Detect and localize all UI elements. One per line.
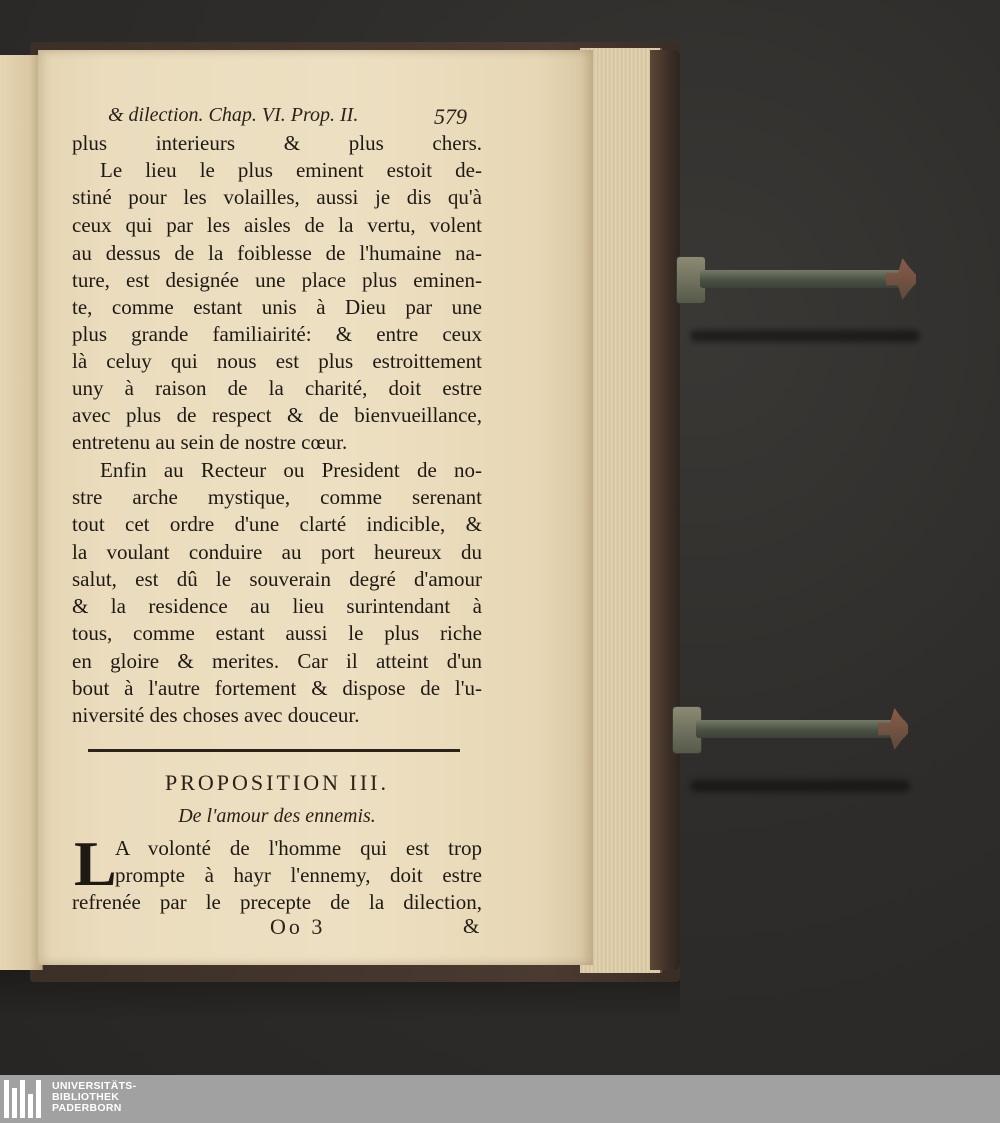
clasp-shadow: [690, 330, 920, 342]
text-line: salut, est dû le souverain degré d'amour: [72, 567, 482, 591]
text-line: plus grande familiairité: & entre ceux: [72, 322, 482, 346]
drop-cap: L: [74, 828, 117, 899]
library-name-line: BIBLIOTHEK: [52, 1091, 120, 1103]
text-line: A volonté de l'homme qui est trop: [115, 836, 482, 860]
text-line: refrenée par le precepte de la dilection,: [72, 890, 482, 914]
cover-edge: [650, 50, 680, 970]
running-title: & dilection. Chap. VI. Prop. II.: [108, 104, 359, 126]
text-line: la voulant conduire au port heureux du: [72, 540, 482, 564]
text-line: au dessus de la foiblesse de l'humaine na-: [72, 241, 482, 265]
text-line: prompte à hayr l'ennemy, doit estre: [115, 863, 482, 887]
clasp-shadow: [690, 780, 910, 792]
text-line: avec plus de respect & de bienvueillance,: [72, 403, 482, 427]
page-number: 579: [434, 104, 467, 129]
text-line: tout cet ordre d'une clarté indicible, &: [72, 512, 482, 536]
text-line: Le lieu le plus eminent estoit de-: [100, 158, 482, 182]
catchword: &: [463, 914, 480, 938]
section-title: PROPOSITION III.: [165, 770, 389, 795]
text-line: Enfin au Recteur ou President de no-: [100, 458, 482, 482]
section-rule: [88, 749, 460, 752]
text-line: stiné pour les volailles, aussi je dis qu'à: [72, 185, 482, 209]
text-line: bout à l'autre fortement & dispose de l'u-: [72, 676, 482, 700]
text-line: uny à raison de la charité, doit estre: [72, 376, 482, 400]
text-line: ture, est designée une place plus eminen-: [72, 268, 482, 292]
clasp-tip: [878, 708, 908, 750]
section-subtitle: De l'amour des ennemis.: [178, 805, 376, 827]
text-line: ceux qui par les aisles de la vertu, volent: [72, 213, 482, 237]
text-line: stre arche mystique, comme serenant: [72, 485, 482, 509]
library-name-line: UNIVERSITÄTS-: [52, 1080, 137, 1092]
text-line: en gloire & merites. Car il atteint d'un: [72, 649, 482, 673]
left-page-edge: [0, 55, 43, 970]
clasp-bar: [696, 720, 906, 738]
library-footer-bar: [0, 1075, 1000, 1123]
library-logo-icon: [4, 1080, 46, 1118]
text-line: & la residence au lieu surintendant à: [72, 594, 482, 618]
text-line: niversité des choses avec douceur.: [72, 703, 360, 727]
text-line: te, comme estant unis à Dieu par une: [72, 295, 482, 319]
text-line: entretenu au sein de nostre cœur.: [72, 430, 348, 454]
text-line: là celuy qui nous est plus estroittement: [72, 349, 482, 373]
clasp-bar: [700, 270, 912, 288]
text-line: plus interieurs & plus chers.: [72, 131, 482, 155]
text-line: tous, comme estant aussi le plus riche: [72, 621, 482, 645]
library-name-line: PADERBORN: [52, 1102, 122, 1114]
signature-mark: Oo 3: [270, 914, 326, 939]
clasp-tip: [886, 258, 916, 300]
